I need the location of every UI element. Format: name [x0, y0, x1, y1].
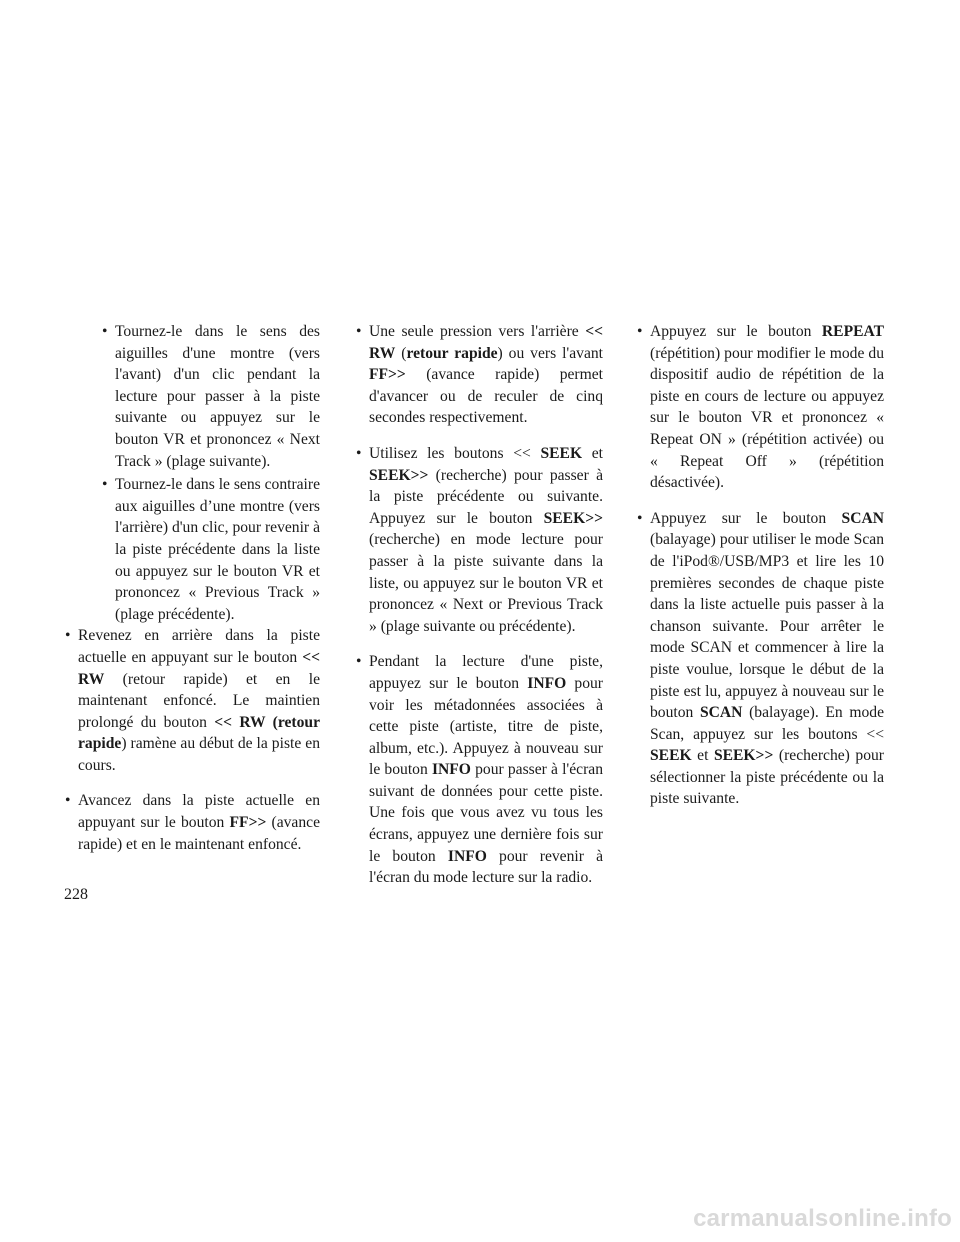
bullet-rewind: • Revenez en arrière dans la piste actuelle en appuyant sur le bouton << RW (retour rapide) et en le maintenant enfoncé. Le maintien prolongé du bouton << RW (retour rapide) ramène au début de la piste en cours. — [64, 625, 320, 776]
column-middle — [355, 321, 603, 903]
page-number: 228 — [64, 886, 88, 903]
sub-bullet-next-track: • Tournez-le dans le sens des aiguilles d'une montre (vers l'avant) d'un clic pendant la lecture pour passer à la piste suivante ou appuyez sur le bouton VR et prononcez « Next Track » (plage suivante). — [101, 321, 320, 472]
bullet-info: • Pendant la lecture d'une piste, appuyez sur le bouton INFO pour voir les métadonnées associées à cette piste (artiste, titre de piste, album, etc.). Appuyez à nouveau sur le bouton INFO pour passer à l'écran suivant de données pour cette piste. Une fois que vous avez vu tous les écrans, appuyez une dernière fois sur le bouton INFO pour revenir à l'écran du mode lecture sur la radio. — [355, 651, 603, 889]
bullet-repeat: • Appuyez sur le bouton REPEAT (répétition) pour modifier le mode du dispositif audio de répétition de la piste en cours de lecture ou appuyez sur le bouton VR et prononcez « Repeat ON » (répétition activée) ou « Repeat Off » (répétition désactivée). — [636, 321, 884, 494]
column-right — [636, 321, 884, 824]
bullet-seek: • Utilisez les boutons << SEEK et SEEK>> (recherche) pour passer à la piste précédente ou suivante. Appuyez sur le bouton SEEK>> (recherche) en mode lecture pour passer à la piste suivante dans la liste, ou appuyez sur le bouton VR et prononcez « Next or Previous Track » (plage suivante ou précédente). — [355, 443, 603, 637]
bullet-fast-forward: • Avancez dans la piste actuelle en appuyant sur le bouton FF>> (avance rapide) et en le maintenant enfoncé. — [64, 790, 320, 855]
bullet-scan: • Appuyez sur le bouton SCAN (balayage) pour utiliser le mode Scan de l'iPod®/USB/MP3 et lire les 10 premières secondes de chaque piste dans la liste actuelle puis passer à la chanson suivante. Pour arrêter le mode SCAN et commencer à lire la piste voulue, lorsque le début de la piste est lu, appuyez à nouveau sur le bouton SCAN (balayage). En mode Scan, appuyez sur les boutons << SEEK et SEEK>> (recherche) pour sélectionner la piste précédente ou la piste suivante. — [636, 508, 884, 810]
watermark[interactable]: carmanualsonline.info — [693, 1205, 952, 1232]
column-left — [64, 321, 320, 869]
bullet-single-press: • Une seule pression vers l'arrière << RW (retour rapide) ou vers l'avant FF>> (avance rapide) permet d'avancer ou de reculer de cinq secondes respectivement. — [355, 321, 603, 429]
sub-bullet-previous-track: • Tournez-le dans le sens contraire aux aiguilles d’une montre (vers l'arrière) d'un clic, pour revenir à la piste précédente dans la liste ou appuyez sur le bouton VR et prononcez « Previous Track » (plage précédente). — [101, 474, 320, 625]
